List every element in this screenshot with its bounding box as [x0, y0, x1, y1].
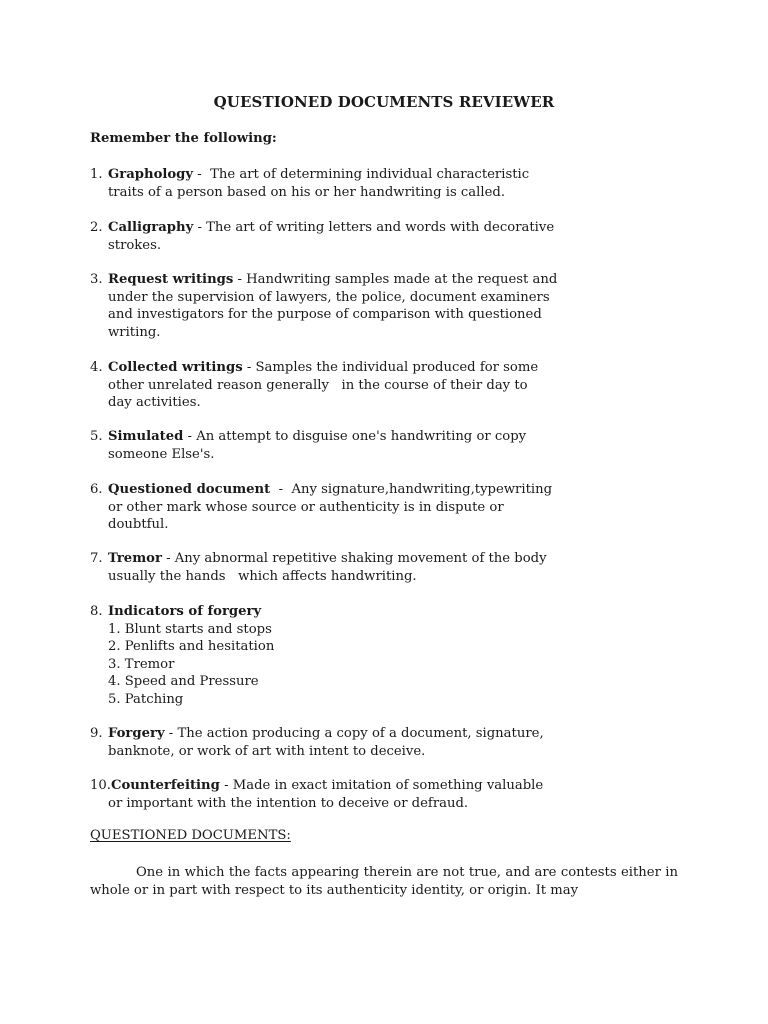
item-text: traits of a person based on his or her handwriting is called.: [108, 184, 506, 200]
document-title: QUESTIONED DOCUMENTS REVIEWER: [213, 93, 555, 111]
item-term: Simulated: [108, 429, 184, 444]
item-number: 1.: [90, 167, 103, 182]
section-heading: QUESTIONED DOCUMENTS:: [90, 828, 291, 843]
body-paragraph: One in which the facts appearing therein are not true, and are contests either in whole or in part with respect to its authenticity identity, or origin. It may: [90, 865, 678, 898]
item-text: Handwriting samples made at the request and: [246, 272, 558, 287]
item-text: other unrelated reason generally in the course of their day to: [108, 377, 528, 393]
item-term: Tremor: [108, 551, 162, 566]
item-term: Questioned document: [108, 482, 271, 497]
item-number: 7.: [90, 551, 103, 566]
item-text: day activities.: [108, 395, 201, 410]
list-item-graphology: 1. Graphology - The art of determining individual characteristic traits of a person based on his or her handwriting is called.: [90, 166, 650, 201]
sub-list-item: 4. Speed and Pressure: [108, 674, 259, 689]
sub-list-item: 2. Penlifts and hesitation: [108, 639, 275, 654]
forgery-indicators-list: [108, 621, 650, 709]
item-text: or other mark whose source or authenticity is in dispute or: [108, 499, 504, 515]
list-item-tremor: 7. Tremor - Any abnormal repetitive shaking movement of the body usually the hands which affects handwriting.: [90, 550, 650, 585]
list-item-forgery: 9. Forgery - The action producing a copy of a document, signature, banknote, or work of art with intent to deceive.: [90, 725, 650, 760]
item-term: Collected writings: [108, 360, 243, 375]
list-item-collected-writings: 4. Collected writings - Samples the individual produced for some other unrelated reason generally in the course of their day to day activities.: [90, 359, 650, 412]
item-number: 10.: [90, 778, 111, 793]
intro-heading: Remember the following:: [90, 131, 277, 146]
item-term: Calligraphy: [108, 220, 194, 235]
item-term: Indicators of forgery: [108, 604, 262, 619]
item-text: or important with the intention to deceive or defraud.: [108, 795, 469, 811]
item-text: and investigators for the purpose of comparison with questioned: [108, 307, 542, 322]
item-number: 2.: [90, 220, 103, 235]
list-item-calligraphy: 2. Calligraphy - The art of writing letters and words with decorative strokes.: [90, 219, 650, 254]
sub-list-item: 1. Blunt starts and stops: [108, 621, 272, 637]
item-term: Request writings: [108, 272, 234, 287]
list-item-request-writings: 3. Request writings - Handwriting samples made at the request and under the supervision of lawyers, the police, document examiners and investigators for the purpose of comparison with questioned writing.: [90, 271, 650, 341]
item-text: Any abnormal repetitive shaking movement of the body: [174, 551, 547, 566]
item-text: Samples the individual produced for some: [255, 360, 539, 375]
list-item-simulated: 5. Simulated - An attempt to disguise one's handwriting or copy someone Else's.: [90, 428, 650, 463]
item-term: Graphology: [108, 167, 194, 182]
item-text: doubtful.: [108, 517, 169, 532]
sub-list-item: 3. Tremor: [108, 656, 175, 672]
item-text: An attempt to disguise one's handwriting or copy: [196, 429, 527, 444]
item-number: 6.: [90, 482, 103, 497]
item-text: The art of writing letters and words with decorative: [206, 220, 555, 235]
item-number: 3.: [90, 272, 103, 287]
list-item-questioned-document: 6. Questioned document - Any signature,handwriting,typewriting or other mark whose source or authenticity is in dispute or doubtful.: [90, 481, 650, 534]
item-term: Forgery: [108, 726, 165, 741]
item-text: usually the hands which affects handwriting.: [108, 568, 417, 584]
item-text: banknote, or work of art with intent to deceive.: [108, 743, 426, 759]
item-text: The art of determining individual characteristic: [210, 167, 530, 182]
item-number: 8.: [90, 604, 103, 619]
item-text: Made in exact imitation of something valuable: [232, 778, 544, 793]
item-text: The action producing a copy of a document, signature,: [177, 726, 544, 741]
item-text: Any signature,handwriting,typewriting: [291, 482, 553, 497]
item-text: strokes.: [108, 237, 162, 253]
item-number: 5.: [90, 429, 103, 444]
list-item-counterfeiting: 10.Counterfeiting - Made in exact imitation of something valuable or important with the intention to deceive or defraud.: [90, 777, 650, 812]
sub-list-item: 5. Patching: [108, 691, 184, 707]
item-text: writing.: [108, 324, 161, 340]
item-number: 9.: [90, 726, 103, 741]
item-number: 4.: [90, 360, 103, 375]
item-text: someone Else's.: [108, 446, 215, 462]
item-term: Counterfeiting: [110, 778, 220, 793]
item-text: under the supervision of lawyers, the police, document examiners: [108, 289, 550, 305]
list-item-indicators-of-forgery: [90, 603, 650, 708]
